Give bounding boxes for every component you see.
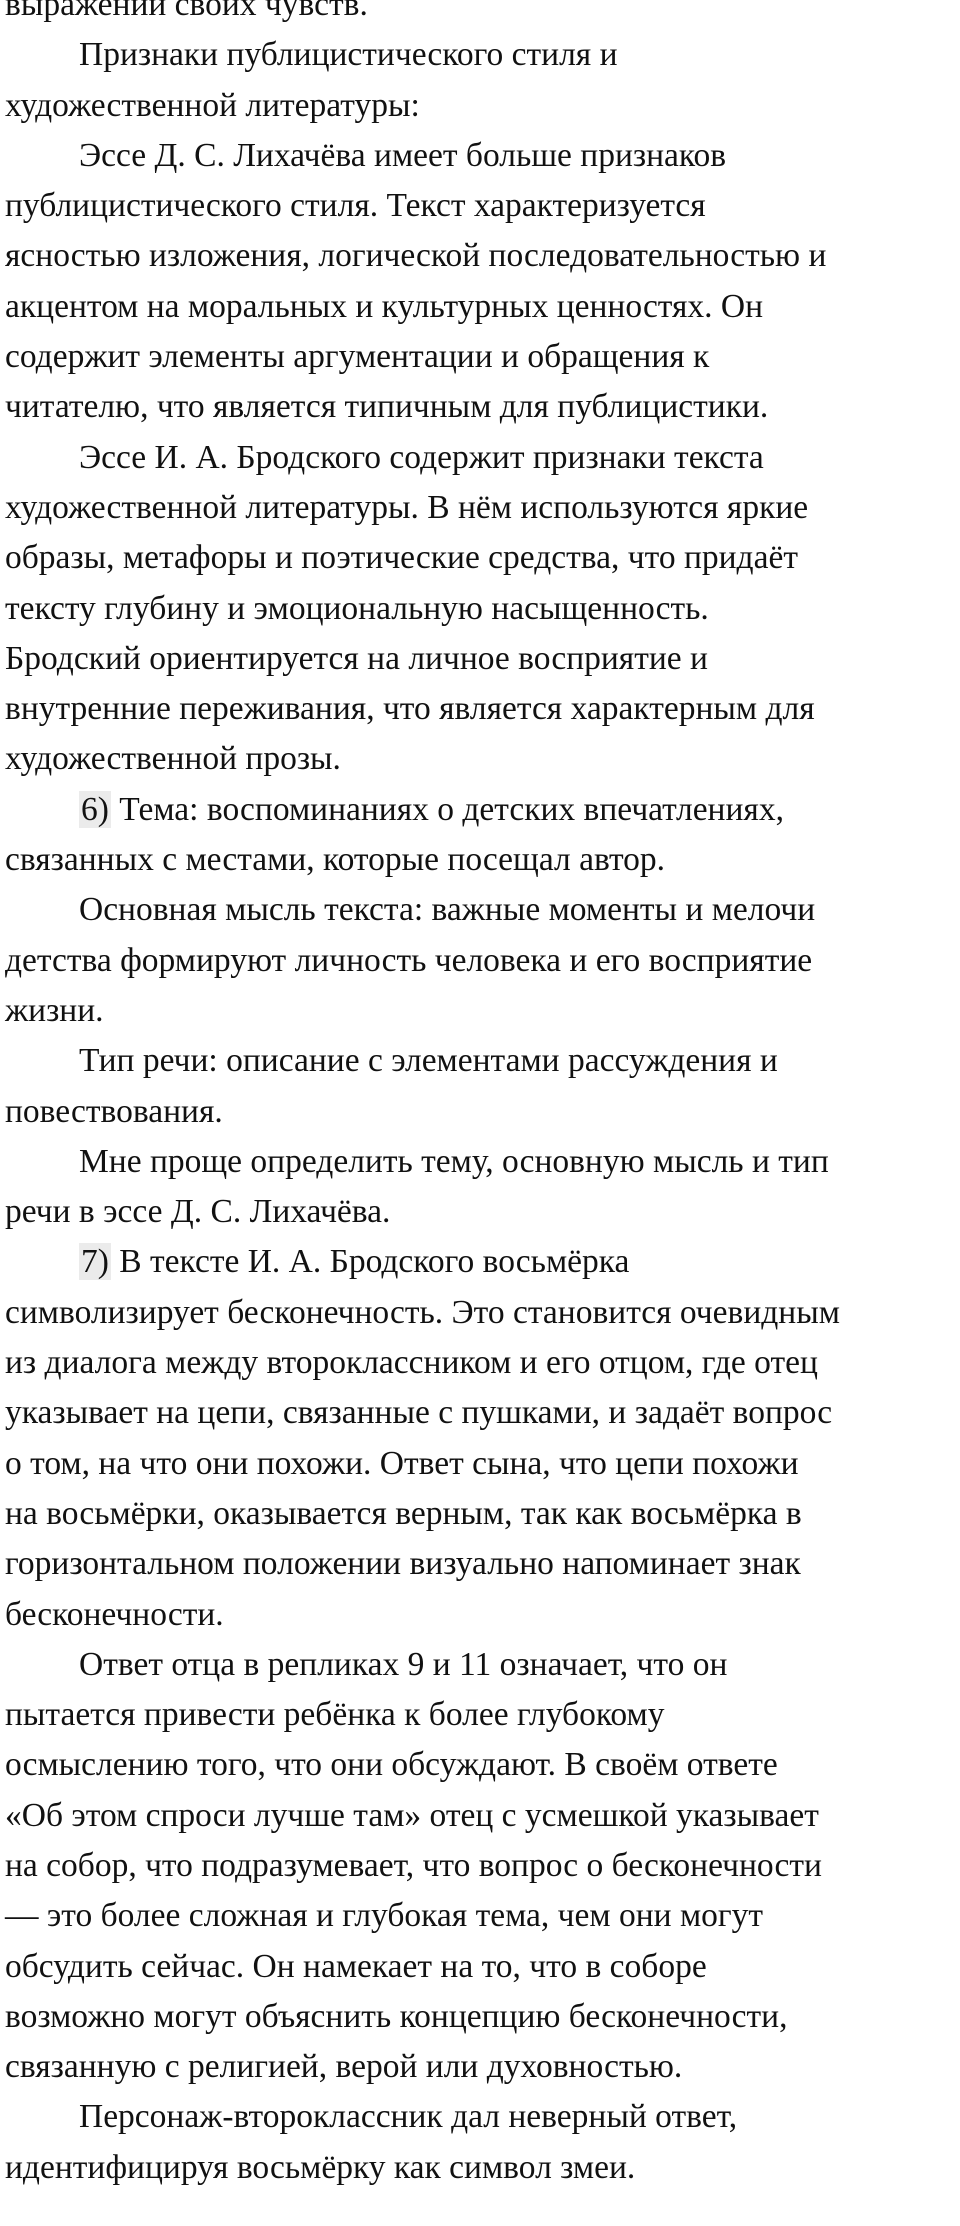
- text-line: указывает на цепи, связанные с пушками, и задаёт вопрос: [5, 1394, 833, 1432]
- text-line: повествования.: [5, 1092, 223, 1130]
- text-line: детства формируют личность человека и его восприятие: [5, 941, 813, 979]
- text-line-item-7: [5, 1237, 955, 1287]
- text-line: связанных с местами, которые посещал автор.: [5, 841, 666, 879]
- text-line: идентифицируя восьмёрку как символ змеи.: [5, 2148, 636, 2186]
- text-line: выражении своих чувств.: [5, 0, 368, 23]
- text-line: возможно могут объяснить концепцию бесконечности,: [5, 1997, 788, 2035]
- text-line: акцентом на моральных и культурных ценностях. Он: [5, 287, 764, 325]
- text-line: — это более сложная и глубокая тема, чем они могут: [5, 1897, 764, 1935]
- text-line: осмыслению того, что они обсуждают. В своём ответе: [5, 1746, 778, 1784]
- text-line: горизонтальном положении визуально напоминает знак: [5, 1545, 801, 1583]
- text-line: В тексте И. А. Бродского восьмёрка: [119, 1243, 630, 1281]
- text-line: Основная мысль текста: важные моменты и мелочи: [79, 891, 816, 929]
- text-line: содержит элементы аргументации и обращения к: [5, 338, 710, 376]
- text-line: художественной прозы.: [5, 740, 341, 778]
- text-line: Бродский ориентируется на личное восприятие и: [5, 639, 708, 677]
- text-line: обсудить сейчас. Он намекает на то, что в соборе: [5, 1947, 707, 1985]
- text-line: Признаки публицистического стиля и: [79, 36, 618, 74]
- text-line: Ответ отца в репликах 9 и 11 означает, что он: [79, 1645, 728, 1683]
- text-line: Эссе Д. С. Лихачёва имеет больше признаков: [79, 136, 727, 174]
- text-line: из диалога между второклассником и его отцом, где отец: [5, 1344, 818, 1382]
- text-line: связанную с религией, верой или духовностью.: [5, 2048, 683, 2086]
- text-line: внутренние переживания, что является характерным для: [5, 690, 815, 728]
- text-line: на собор, что подразумевает, что вопрос о бесконечности: [5, 1846, 822, 1884]
- text-line: речи в эссе Д. С. Лихачёва.: [5, 1193, 391, 1231]
- text-line: Мне проще определить тему, основную мысль и тип: [79, 1142, 829, 1180]
- text-line: образы, метафоры и поэтические средства, что придаёт: [5, 539, 798, 577]
- text-line: художественной литературы:: [5, 86, 420, 124]
- text-line: Эссе И. А. Бродского содержит признаки текста: [79, 438, 764, 476]
- text-line: на восьмёрки, оказывается верным, так как восьмёрка в: [5, 1494, 802, 1532]
- text-line: жизни.: [5, 991, 104, 1029]
- text-line: Тема: воспоминаниях о детских впечатлениях,: [119, 790, 784, 828]
- text-line: символизирует бесконечность. Это становится очевидным: [5, 1293, 840, 1331]
- text-line: тексту глубину и эмоциональную насыщенность.: [5, 589, 709, 627]
- text-line: Тип речи: описание с элементами рассуждения и: [79, 1042, 778, 1080]
- item-number-marker: 7): [81, 1243, 109, 1281]
- text-line: о том, на что они похожи. Ответ сына, что цепи похожи: [5, 1444, 799, 1482]
- text-line: пытается привести ребёнка к более глубокому: [5, 1696, 665, 1734]
- item-number-marker: 6): [81, 790, 109, 828]
- text-line: ясностью изложения, логической последовательностью и: [5, 237, 827, 275]
- text-line: Персонаж-второклассник дал неверный ответ,: [79, 2098, 738, 2136]
- text-line-item-6: [5, 785, 955, 835]
- text-line: публицистического стиля. Текст характеризуется: [5, 187, 706, 225]
- text-line: «Об этом спроси лучше там» отец с усмешкой указывает: [5, 1796, 819, 1834]
- text-line: читателю, что является типичным для публицистики.: [5, 388, 769, 426]
- text-line: художественной литературы. В нём используются яркие: [5, 488, 809, 526]
- text-line: бесконечности.: [5, 1595, 224, 1633]
